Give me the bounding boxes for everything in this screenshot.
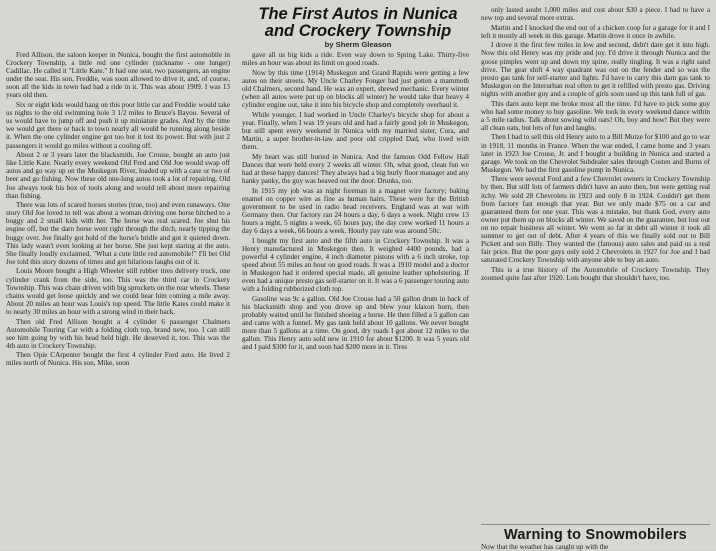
article-column-1 xyxy=(6,51,230,369)
article-paragraph: There were several Ford and a few Chevrolet owners in Crockery Township by then. But still lots of farmers didn't have an auto then, but were getting real itchy. We sold 28 Chevrolets in 1923 and only 8 in 1924. Couldn't get them from factory fast enough that year. But we only made $75 on a car and guaranteed them for one year. This was a mistake, but thank God, every auto owner put them up on blocks all winter. We saved on the guarantee, but lost out on no repair business all winter. We went so far in debt all winter it took all summer to get out of debt. After 4 years of this we finally sold out to Bill Pickett and son Billy. They wanted the (famous) auto sales and paid us a real fair price. But the poor guys only sold 2 Chevrolets in 1927 for Joe and I had saturated Crockery Township with anyone able to buy an auto. xyxy=(481,175,710,265)
article-column-2 xyxy=(242,6,469,353)
next-article-title: Warning to Snowmobilers xyxy=(504,527,687,543)
article-paragraph: I bought my first auto and the fifth auto in Crockery Township. It was a Henry manufactured in Muskegon then. It weighed 4400 pounds, had a powerful 4 cylinder engine, 4 inch diameter pistons with a 6 inch stroke, top speed about 55 miles an hour on good roads. It was a 1910 model and a doctor in Muskegon had it ordered special made, all genuine leather upholstering. If even had a unique presto gas self-starter on it. It was a 6 passenger touring auto with a folding rubberized cloth top. xyxy=(242,236,469,294)
article-paragraph: Then Opie CArpenter bought the first 4 cylinder Ford auto. He lived 2 miles north of Nunica. His son, Mike, soon xyxy=(6,351,230,368)
article-paragraph: Gasoline was 9c a gallon. Old Joe Crouse had a 50 gallon drum in back of his blacksmith shop and you drove up and blew your klaxon horn, then probably waited until he finished shoeing a horse. He then filled a 5 gallon can and came with a funnel. My gas tank held about 10 gallons. We never bought more than 5 gallons at a time. On good, dry roads I got about 12 miles to the gallon. This Henry auto sold new in 1910 for about $1200. It was 5 years old and I paid $300 for it, and soon had $200 more in it. Tires xyxy=(242,294,469,352)
article-paragraph: This is a true history of the Automobile of Crockery Township. They zoomed quite fast after 1920. Lots bought that shouldn't have, too. xyxy=(481,265,710,282)
article-paragraph: Six or eight kids would hang on this poor little car and Freddie would take us nights to the old swimming hole 3 1/2 miles to Bruce's Bayou. Several of us would have to jump off and push it up miniature grades. And by the time we would get there or back to town nearly all would be running along beside it. When the one cylinder engine got too hot it lost its power. But with just 2 passengers it would go miles without a cooling off. xyxy=(6,101,230,150)
article-paragraph: About 2 or 3 years later the blacksmith, Joe Crouse, bought an auto just like Little Kate. Nearly every weekend Old Fred and Old Joe would swap off autos and go way up on the Muskegon River, loaded up with a case or two of beer and go fishing. Now these old one-lung autos took a lot of repairing. Old Joe always took his box of tools along and would tell about more repairing than fishing. xyxy=(6,151,230,200)
next-article-text: Now that the weather has caught up with the xyxy=(481,543,609,551)
article-paragraph: only lasted aoubt 1,000 miles and cost about $30 a piece. I had to have a new top and several more extras. xyxy=(481,6,710,23)
article-byline: by Sherm Gleason xyxy=(324,40,392,49)
article-paragraph: Then old Fred Allison bought a 4 cylinder 6 passenger Chalmers Automobile Touring Car with a folding cloth top, brand new, too. I can still see him going by with his head held high. He deserved it, too. This was the 4th auto in Crockery Township. xyxy=(6,317,230,350)
article-paragraph: My heart was still buried in Nunica. And the famous Odd Fellow Hall Dances that were held every 2 weeks all winter. Oh, what good, clean fun we had at these happy dances! They always had a big burly floor manager and any hanky panky, the guy was heaved out the door. Drunks, too. xyxy=(242,152,469,185)
article-paragraph: Martin and I knocked the end out of a chicken coop for a garage for it and I left it mostly all week in this garage. Martin drove it once in awhile. xyxy=(481,23,710,40)
article-paragraph: Now by this time (1914) Muskegon and Grand Rapids were getting a few autos on their streets. My Uncle Charley Fonger had just gotten a mammoth old Chalmers, second hand. He was an expert, shrewd mechanic. Every winter (when all autos were put up on blocks all winter) he would take that heavy 4 cylinder engine out, take it into his bicycle shop and completely overhaul it. xyxy=(242,68,469,110)
article-paragraph: gave all us big kids a ride. Even way down to Spring Lake. Thirty-five miles an hour was about its limit on good roads. xyxy=(242,51,469,68)
article-divider xyxy=(481,524,710,525)
article-title-line-2: and Crockery Township xyxy=(264,21,452,40)
article-paragraph: I drove it the first few miles in low and second, didn't dare get it into high. Now this old Henry was my pride and joy. I'd drive it through Nunica and the goose pimples went up and down my spine, really tingling. It was a right sand drive. The gear shift 4 way quadrant was out on the fender and so was the presto gas tank for self-starter and lights. I'd have to carry this darn gas tank to Muskegon on the Interurban real often to get it refilled with presto gas. Driving nights with another guy and a couple of girls soon used up this tank full of gas. xyxy=(481,41,710,98)
article-paragraph: While younger, I had worked in Uncle Charley's bicycle shop for about a year. Finally, when I was 19 years old and had a fairly good job in Muskegon, but still spent every weekend in Nunica with my married sister, Cora, and Martin, a super brother-in-law and poor old crippled Dad, who lived with them. xyxy=(242,110,469,152)
article-paragraph: There was lots of scared horses stories (true, too) and even runaways. One story Old Joe loved to tell was about a woman driving one horse hitched to a buggy and 2 small kids with her. The horse was real scared. Joe shut his engine off, but the darn horse went right through the ditch, nearly tipping the buggy over. Joe finally got hold of the horse's bridle and got it quieted down. This lady wasn't even looking at her horse. She just kept staring at the auto. She finally loudly exclaimed, "What a cute little red automobile!" I'll bet Old Joe told this story dozens of times and got hilarious laughs out of it. xyxy=(6,201,230,266)
article-paragraph: This darn auto kept me broke most all the time. I'd have to pick some guy who had some money to buy gasoline. We took in every weekend dance within a 5 mile radius. Talk about sowing wild oats! Oh, boy and how! But they were all clean oats, but lots of fun and laughs. xyxy=(481,99,710,132)
article-column-3 xyxy=(481,6,710,284)
article-paragraph: Then I had to sell this old Henry auto to a Bill Mutze for $100 and go to war in 1918, 11 months in France. When the war ended, I came home and 3 years later in 1923 Joe Crouse, Jr. and I bought a building in Nunica and started a garage. We took on the Chevrolet Subdealer sales through Costen and Burns of Muskegon. We had the first gasoline pump in Nunica. xyxy=(481,133,710,174)
article-title-line-1: The First Autos in Nunica xyxy=(258,5,458,23)
article-paragraph: Fred Allison, the saloon keeper in Nunica, bought the first automobile in Crockery Township, a little red one cylinder (nickname - one lunger) Cadillac. He called it "Little Kate." It had one seat, two passengers, an engine under the seat. His son, Freddie, was soon allowed to drive it, and, of course, soon all the kids in town had had a ride in it. This was about 1909. I was 13 years old then. xyxy=(6,51,230,100)
article-paragraph: Louis Moore bought a High Wheeler still rubber tires delivery truck, one cylinder crank from the side, too. This was the third car in Crockery Township. This was chain driven with big sprockets on the rear wheels. These chains would get loose quickly and we could hear him coming a mile away. About 20 miles an hour was Louis's top speed. The little Kates could make it to nearly 30 miles an hour with a strong wind in their back. xyxy=(6,267,230,316)
article-paragraph: In 1915 my job was as night foreman in a magnet wire factory; baking enamel on copper wire as fine as human hairs. These were for the British government to be used in radio head receivers. England was at war with Germany then. Our factory ran 24 hours a day, 6 days a week. Night crew 13 hours a night, 5 nights a week, 65 hours pay, the day crew worked 11 hours a day 6 days a week, 66 hours a week. Hourly pay rate was around 50c. xyxy=(242,186,469,235)
